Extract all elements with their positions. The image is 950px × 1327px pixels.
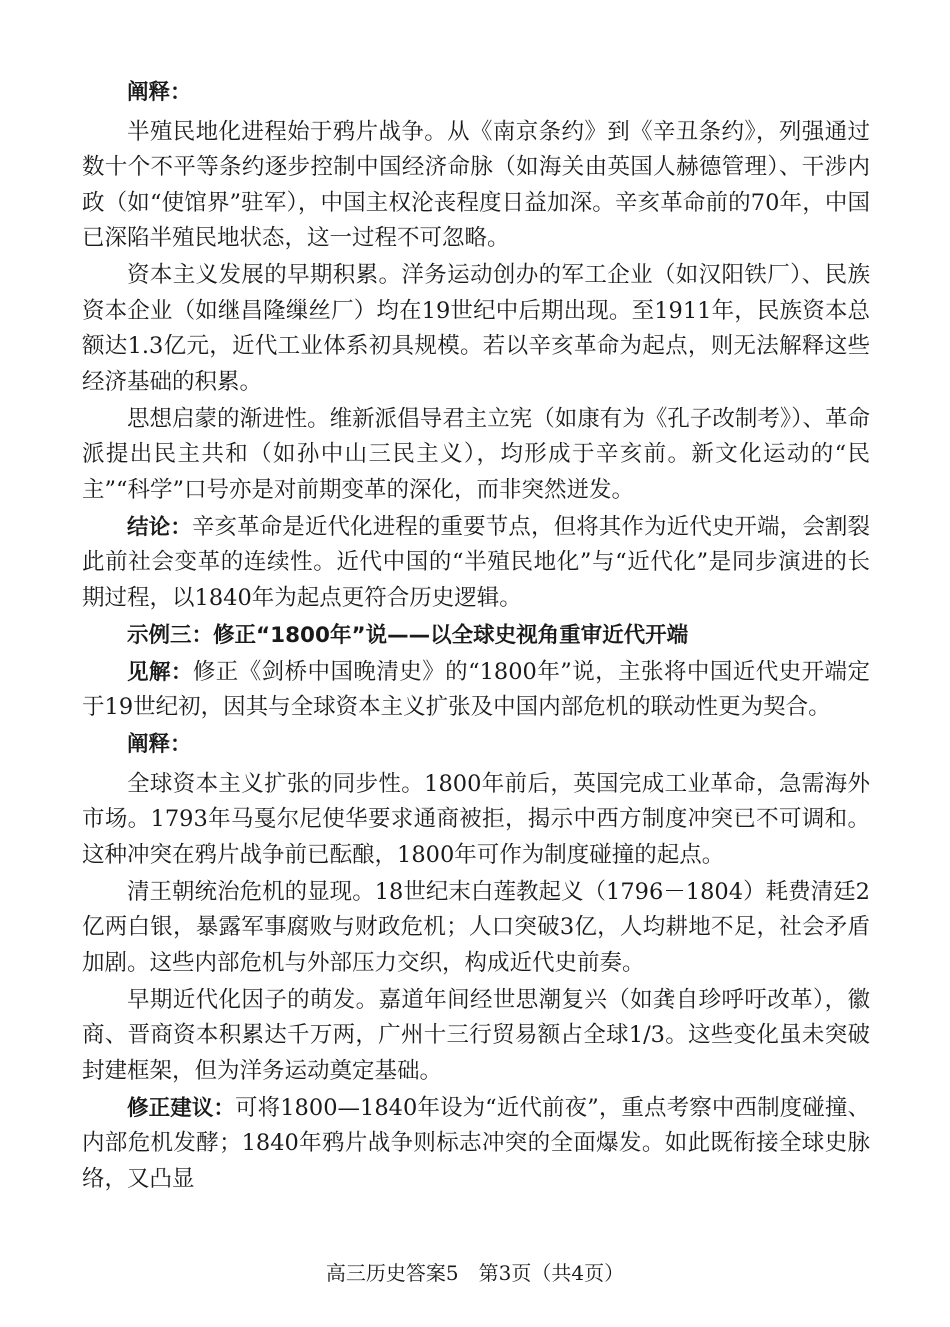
- example3-title: 示例三：修正“1800年”说——以全球史视角重审近代开端: [127, 622, 689, 648]
- section2-paragraph-3: 早期近代化因子的萌发。嘉道年间经世思潮复兴（如龚自珍呼吁改革），徽商、晋商资本积累达千万两，广州十三行贸易额占全球1/3。这些变化虽未突破封建框架，但为洋务运动奠定基础。: [82, 986, 870, 1084]
- conclusion-text: 辛亥革命是近代化进程的重要节点，但将其作为近代史开端，会割裂此前社会变革的连续性。近代中国的“半殖民地化”与“近代化”是同步演进的长期过程，以1840年为起点更符合历史逻辑。: [82, 513, 870, 611]
- example3-heading: [82, 618, 870, 654]
- insight-label: 见解：: [127, 659, 193, 685]
- conclusion-paragraph: [82, 510, 870, 617]
- suggestion-paragraph: [82, 1091, 870, 1198]
- page-footer: 高三历史答案5 第3页（共4页）: [325, 1261, 625, 1285]
- section2-paragraph-2: 清王朝统治危机的显现。18世纪末白莲教起义（1796－1804）耗费清廷2亿两白银，暴露军事腐败与财政危机；人口突破3亿，人均耕地不足，社会矛盾加剧。这些内部危机与外部压力交织，构成近代史前奏。: [82, 878, 870, 976]
- section2-paragraph-1: 全球资本主义扩张的同步性。1800年前后，英国完成工业革命，急需海外市场。1793年马戛尔尼使华要求通商被拒，揭示中西方制度冲突已不可调和。这种冲突在鸦片战争前已酝酿，1800年可作为制度碰撞的起点。: [82, 770, 870, 868]
- insight-text: 修正《剑桥中国晚清史》的“1800年”说，主张将中国近代史开端定于19世纪初，因其与全球资本主义扩张及中国内部危机的联动性更为契合。: [82, 658, 870, 720]
- section2-label: 阐释：: [127, 732, 192, 757]
- section1-paragraph-2: 资本主义发展的早期积累。洋务运动创办的军工企业（如汉阳铁厂）、民族资本企业（如继昌隆缫丝厂）均在19世纪中后期出现。至1911年，民族资本总额达1.3亿元，近代工业体系初具规模。若以辛亥革命为起点，则无法解释这些经济基础的积累。: [82, 262, 870, 395]
- section1-paragraph-3: 思想启蒙的渐进性。维新派倡导君主立宪（如康有为《孔子改制考》）、革命派提出民主共和（如孙中山三民主义），均形成于辛亥前。新文化运动的“民主”“科学”口号亦是对前期变革的深化，而非突然迸发。: [82, 405, 870, 503]
- section2-heading: [82, 727, 870, 763]
- suggestion-label: 修正建议：: [127, 1095, 236, 1121]
- insight-paragraph: [82, 655, 870, 726]
- section1-heading: [82, 75, 870, 111]
- section1-label: 阐释：: [127, 80, 192, 105]
- answer-content: [82, 75, 870, 1199]
- suggestion-text: 可将1800—1840年设为“近代前夜”，重点考察中西制度碰撞、内部危机发酵；1840年鸦片战争则标志冲突的全面爆发。如此既衔接全球史脉络，又凸显: [82, 1094, 870, 1192]
- section1-paragraph-1: 半殖民地化进程始于鸦片战争。从《南京条约》到《辛丑条约》，列强通过数十个不平等条约逐步控制中国经济命脉（如海关由英国人赫德管理）、干涉内政（如“使馆界”驻军），中国主权沦丧程度日益加深。辛亥革命前的70年，中国已深陷半殖民地状态，这一过程不可忽略。: [82, 118, 870, 251]
- conclusion-label: 结论：: [127, 514, 192, 540]
